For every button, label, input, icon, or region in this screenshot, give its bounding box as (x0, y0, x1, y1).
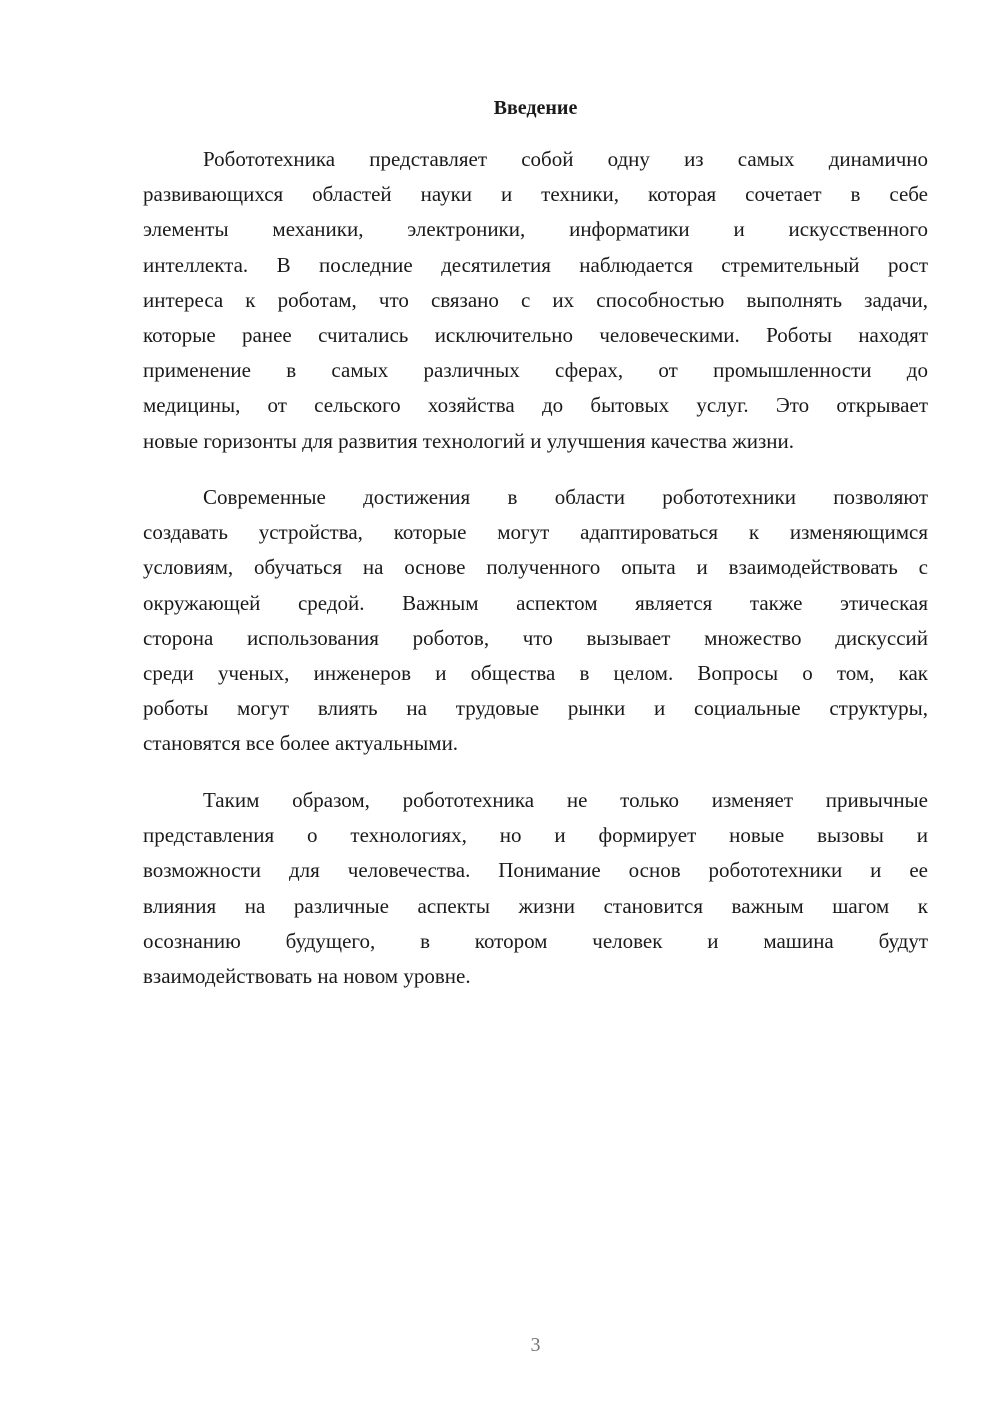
text-line: роботы могут влиять на трудовые рынки и социальные структуры, (143, 696, 928, 721)
text-line: интереса к роботам, что связано с их способностью выполнять задачи, (143, 287, 928, 312)
text-line: среди ученых, инженеров и общества в целом. Вопросы о том, как (143, 660, 928, 685)
paragraph-3 (143, 783, 928, 994)
text-line: становятся все более актуальными. (143, 731, 459, 756)
text-line: условиям, обучаться на основе полученного опыта и взаимодействовать с (143, 555, 928, 580)
text-line: Таким образом, робототехника не только изменяет привычные (203, 788, 928, 812)
paragraph-2 (143, 480, 928, 762)
paragraph-1 (143, 142, 928, 459)
text-line: представления о технологиях, но и формирует новые вызовы и (143, 823, 928, 848)
text-line: осознанию будущего, в котором человек и машина будут (143, 928, 928, 953)
text-line: влияния на различные аспекты жизни становится важным шагом к (143, 893, 928, 918)
page-number: 3 (530, 1334, 541, 1356)
text-line: интеллекта. В последние десятилетия наблюдается стремительный рост (143, 252, 928, 277)
text-line: элементы механики, электроники, информатики и искусственного (143, 217, 928, 242)
text-line: развивающихся областей науки и техники, которая сочетает в себе (143, 182, 928, 207)
text-line: создавать устройства, которые могут адаптироваться к изменяющимся (143, 520, 928, 545)
text-line: применение в самых различных сферах, от промышленности до (143, 358, 928, 383)
text-line: возможности для человечества. Понимание основ робототехники и ее (143, 858, 928, 883)
text-line: Робототехника представляет собой одну из самых динамично (203, 147, 928, 171)
text-line: которые ранее считались исключительно человеческими. Роботы находят (143, 322, 928, 347)
text-line: взаимодействовать на новом уровне. (143, 963, 471, 988)
section-title: Введение (493, 97, 578, 119)
text-line: окружающей средой. Важным аспектом является также этическая (143, 590, 928, 615)
text-line: медицины, от сельского хозяйства до бытовых услуг. Это открывает (143, 393, 928, 418)
text-line: Современные достижения в области робототехники позволяют (203, 485, 928, 509)
text-line: новые горизонты для развития технологий и улучшения качества жизни. (143, 428, 795, 453)
text-line: сторона использования роботов, что вызывает множество дискуссий (143, 625, 928, 650)
